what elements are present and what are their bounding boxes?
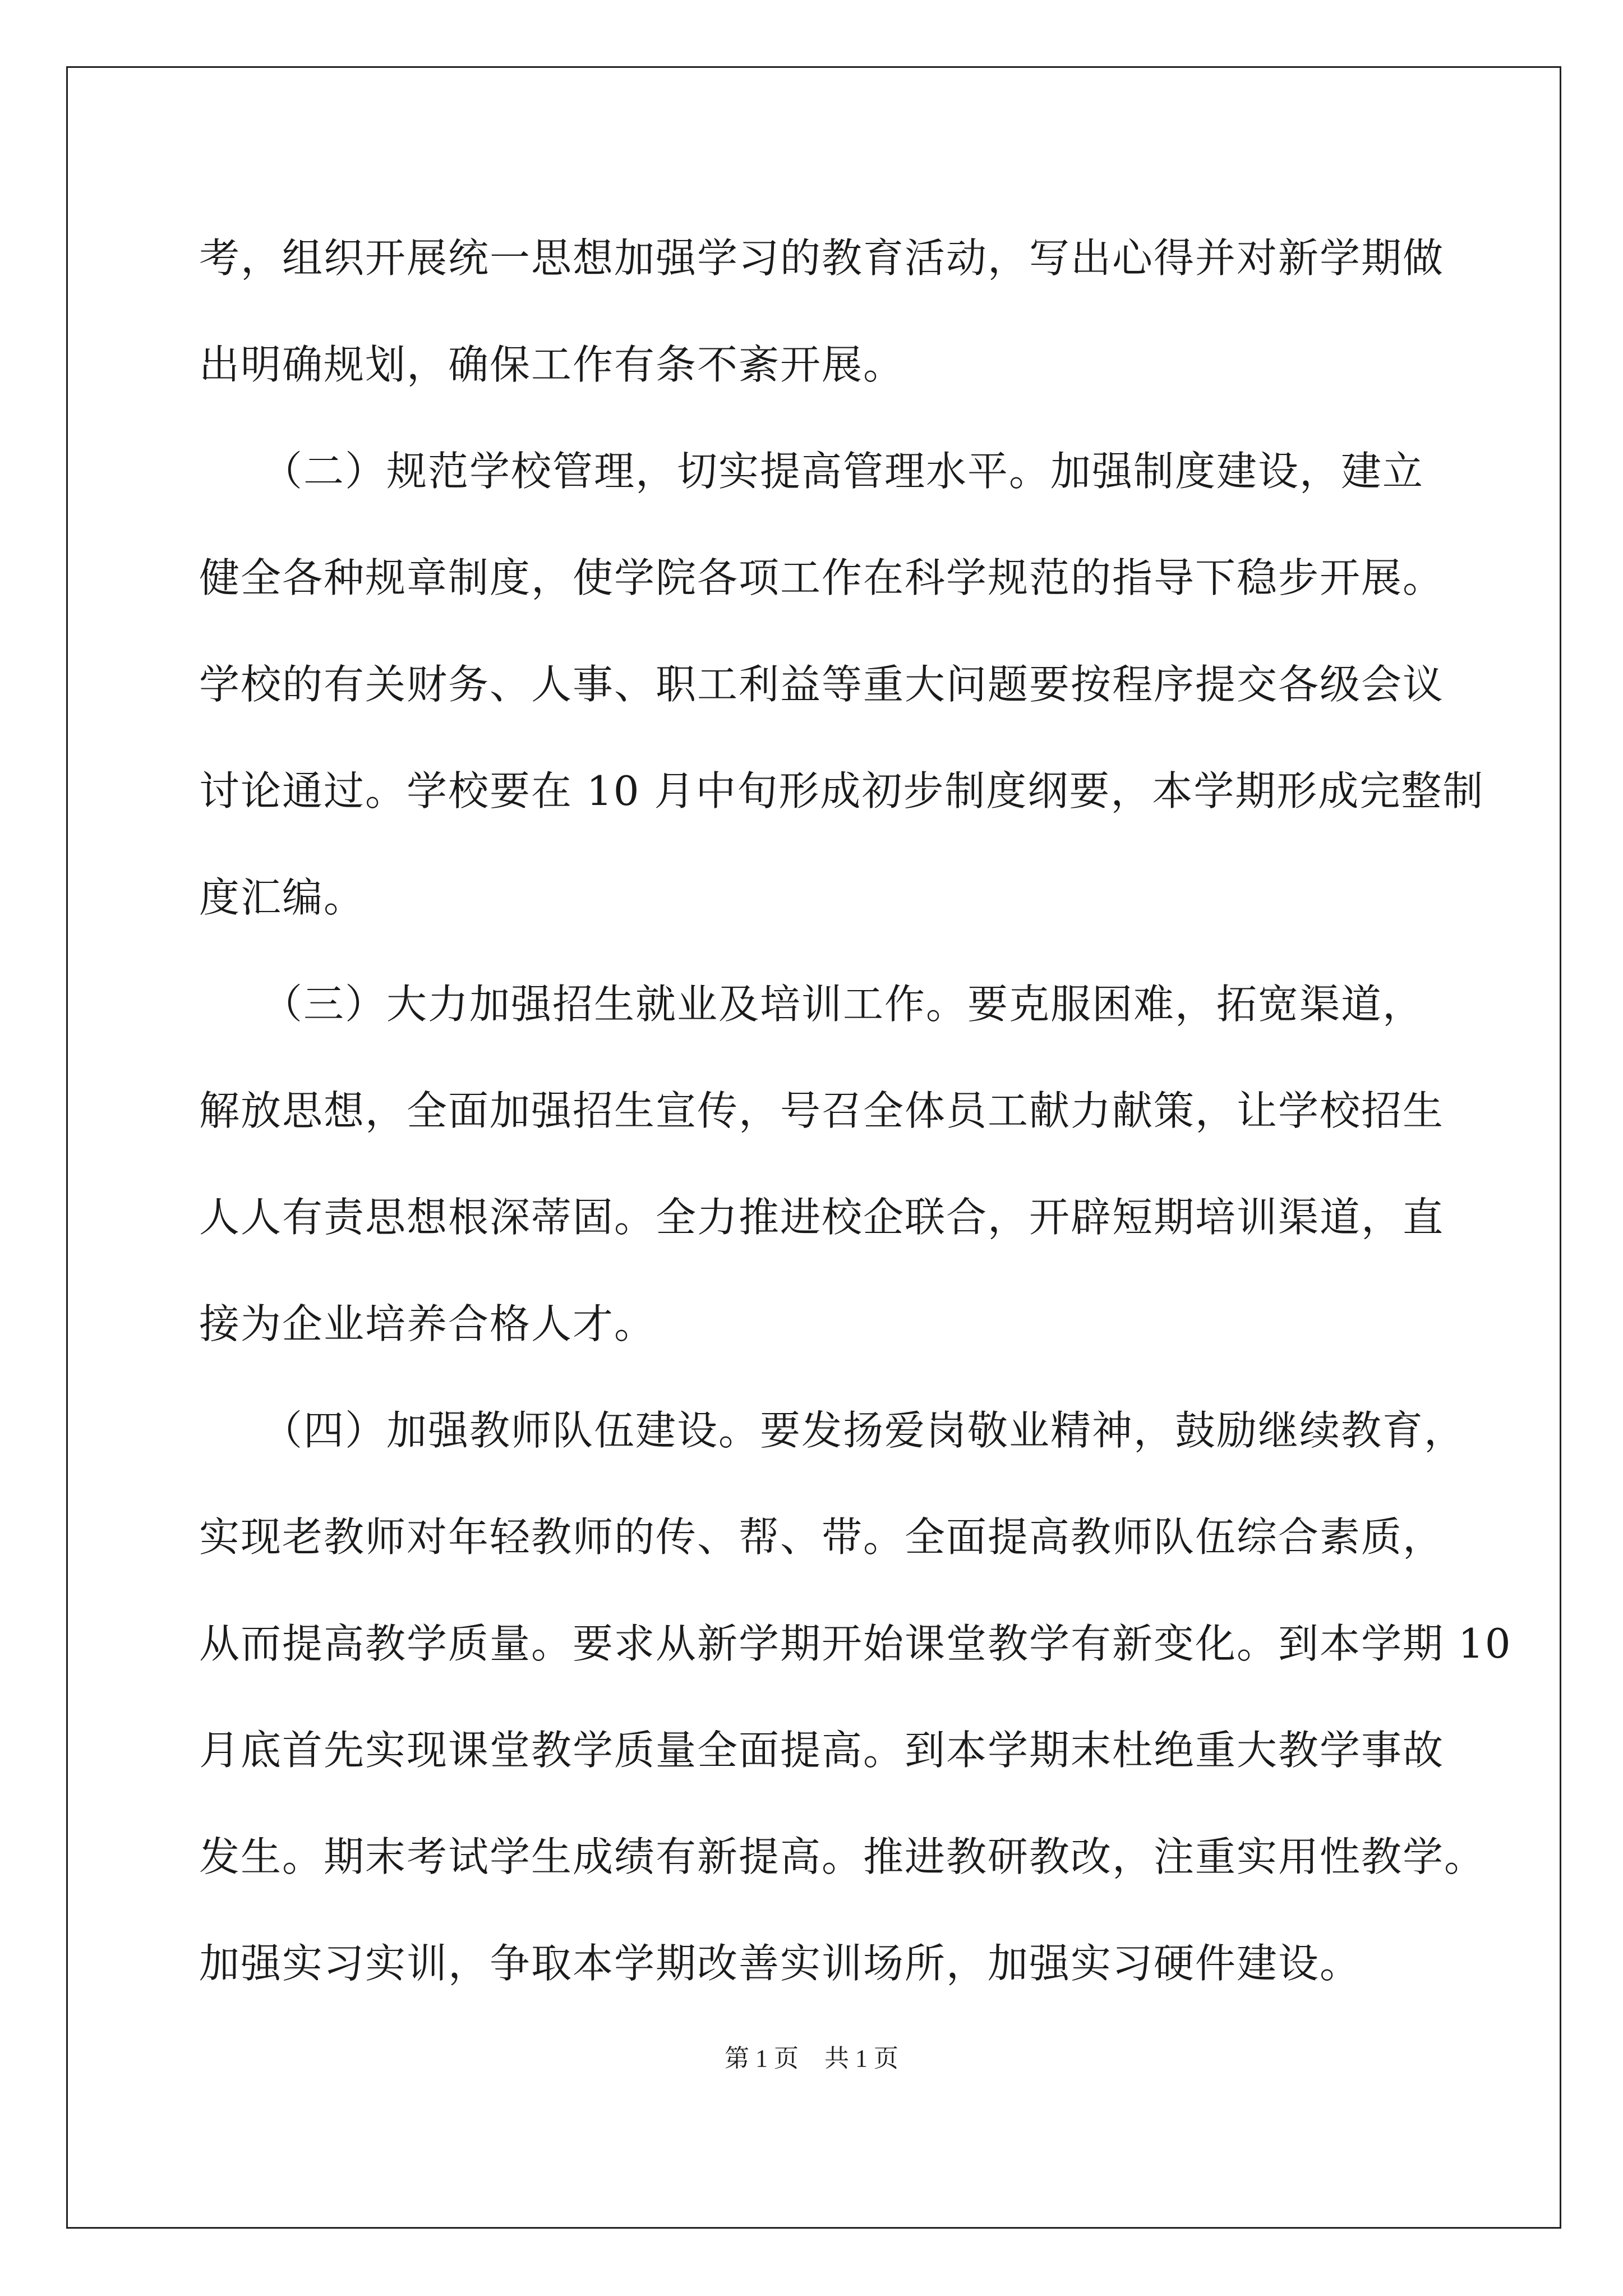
text-line: 发生。期末考试学生成绩有新提高。推进教研教改，注重实用性教学。: [199, 1833, 1486, 1880]
text-line: （三）大力加强招生就业及培训工作。要克服困难，拓宽渠道，: [199, 981, 1424, 1028]
text-line: （四）加强教师队伍建设。要发扬爱岗敬业精神，鼓励继续教育，: [199, 1407, 1466, 1454]
text-line: 实现老教师对年轻教师的传、帮、带。全面提高教师队伍综合素质，: [199, 1513, 1445, 1561]
text-line: 健全各种规章制度，使学院各项工作在科学规范的指导下稳步开展。: [199, 554, 1445, 601]
text-line: 度汇编。: [199, 874, 366, 921]
text-line: 接为企业培养合格人才。: [199, 1300, 656, 1347]
document-body: [199, 205, 1512, 2017]
page-footer: [0, 2042, 1623, 2076]
text-line: 学校的有关财务、人事、职工利益等重大问题要按程序提交各级会议: [199, 661, 1445, 708]
text-line: 加强实习实训，争取本学期改善实训场所，加强实习硬件建设。: [199, 1940, 1362, 1987]
text-line: 月底首先实现课堂教学质量全面提高。到本学期末杜绝重大教学事故: [199, 1727, 1445, 1774]
text-line: 出明确规划，确保工作有条不紊开展。: [199, 341, 905, 388]
text-line: 考，组织开展统一思想加强学习的教育活动，写出心得并对新学期做: [199, 234, 1445, 282]
text-line: 讨论通过。学校要在 10 月中旬形成初步制度纲要，本学期形成完整制: [199, 767, 1484, 815]
text-line: 人人有责思想根深蒂固。全力推进校企联合，开辟短期培训渠道，直: [199, 1194, 1445, 1241]
text-line: （二）规范学校管理，切实提高管理水平。加强制度建设，建立: [199, 448, 1424, 495]
text-line: 从而提高教学质量。要求从新学期开始课堂教学有新变化。到本学期 10: [199, 1620, 1512, 1667]
page-number: 第 1 页: [725, 2045, 799, 2072]
text-line: 解放思想，全面加强招生宣传，号召全体员工献力献策，让学校招生: [199, 1087, 1445, 1134]
page-total: 共 1 页: [824, 2045, 898, 2072]
